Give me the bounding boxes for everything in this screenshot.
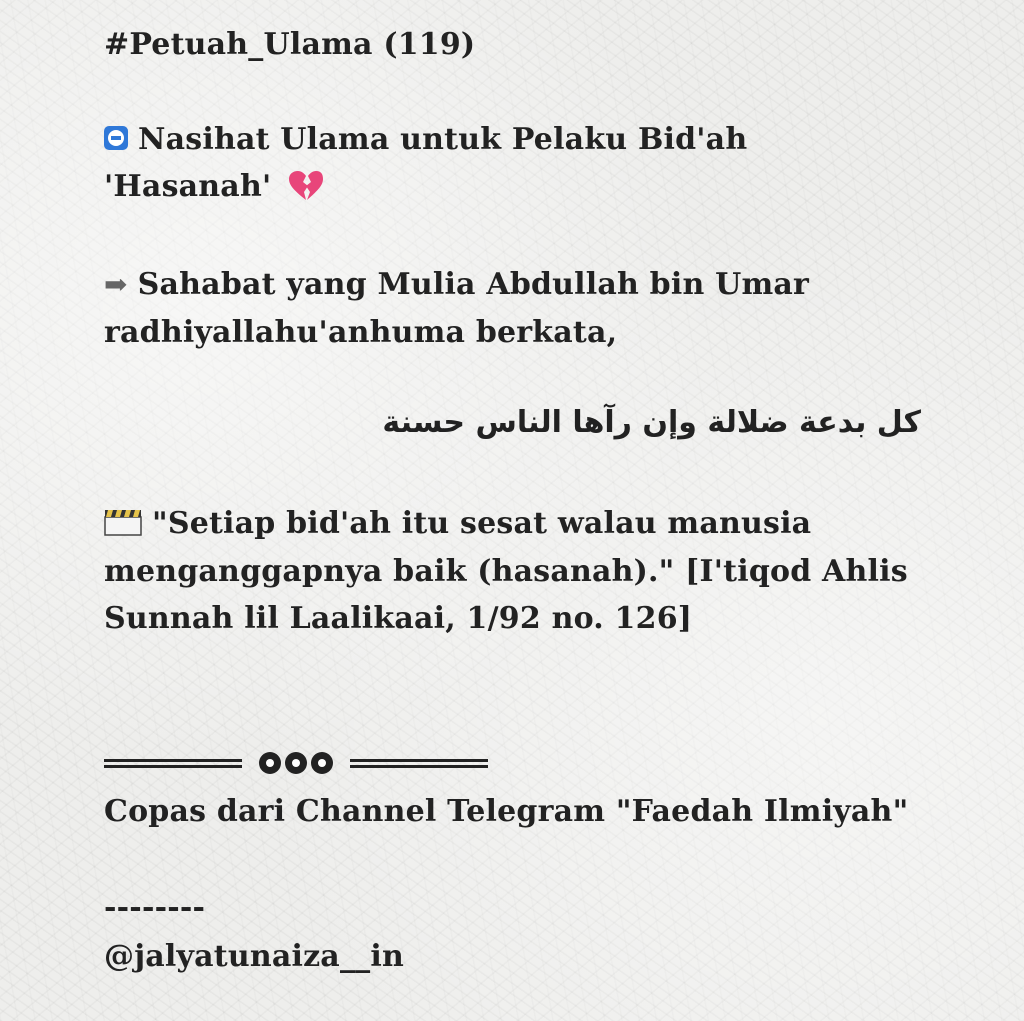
no-entry-icon	[104, 126, 128, 150]
arabic-quote: كل بدعة ضلالة وإن رآها الناس حسنة	[382, 405, 921, 440]
title-line-2	[104, 169, 324, 204]
translation-line-1	[104, 506, 812, 541]
title-text-2: 'Hasanah'	[104, 169, 272, 204]
intro-text-1: Sahabat yang Mulia Abdullah bin Umar	[137, 267, 810, 302]
title-line-1	[104, 122, 748, 157]
intro-text-2: radhiyallahu'anhuma berkata,	[104, 315, 618, 350]
title-text-1: Nasihat Ulama untuk Pelaku Bid'ah	[138, 122, 748, 157]
intro-line-1	[104, 267, 810, 302]
translation-text-1: "Setiap bid'ah itu sesat walau manusia	[152, 506, 812, 541]
flower-divider-icon	[104, 748, 488, 778]
right-arrow-icon: ➡	[104, 268, 128, 301]
hashtag-title: #Petuah_Ulama (119)	[104, 27, 476, 62]
translation-text-3: Sunnah lil Laalikaai, 1/92 no. 126]	[104, 601, 693, 636]
broken-heart-icon	[288, 170, 324, 202]
translation-text-2: menganggapnya baik (hasanah)." [I'tiqod Ahlis	[104, 554, 908, 589]
clapper-board-icon	[104, 508, 142, 536]
author-handle: @jalyatunaiza__in	[104, 939, 404, 974]
separator-dashes: --------	[104, 890, 206, 925]
source-credit: Copas dari Channel Telegram "Faedah Ilmiyah"	[104, 794, 909, 829]
